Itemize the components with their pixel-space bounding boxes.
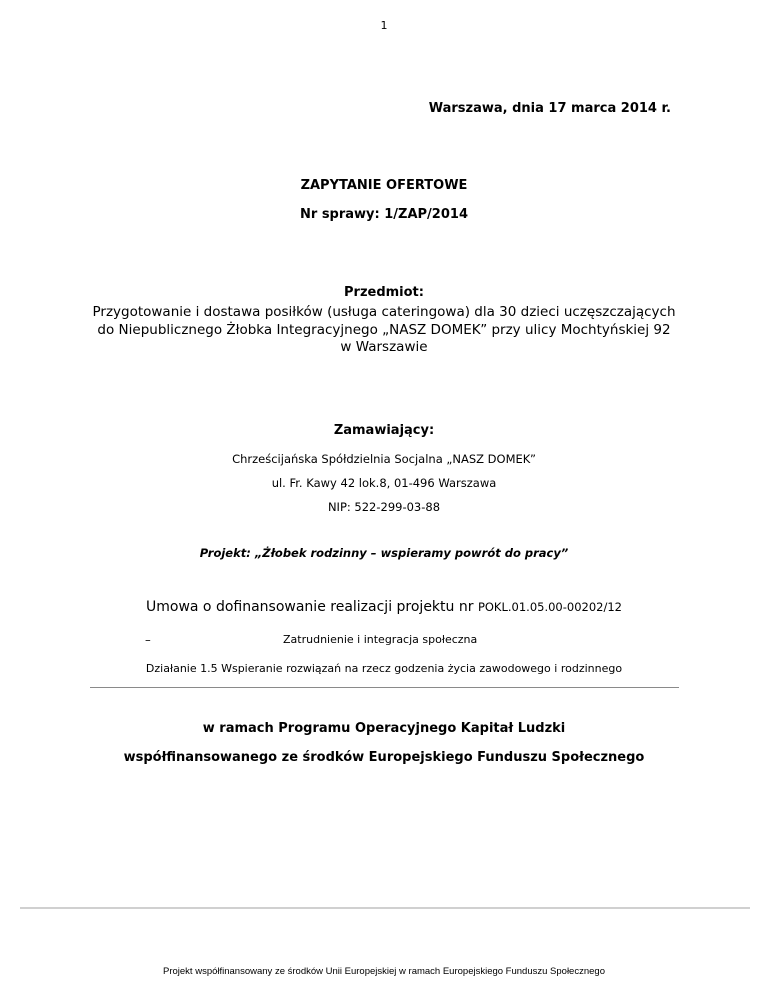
agreement-line bbox=[0, 599, 768, 615]
footer-text: Projekt współfinansowany ze środków Unii Europejskiej w ramach Europejskiego Funduszu Społecznego bbox=[163, 966, 605, 977]
project-name: Projekt: „Żłobek rodzinny – wspieramy powrót do pracy” bbox=[199, 546, 569, 560]
orderer-name: Chrześcijańska Spółdzielnia Socjalna „NASZ DOMEK” bbox=[232, 452, 536, 466]
priority-dash: – bbox=[145, 633, 151, 647]
priority-label: Zatrudnienie i integracja społeczna bbox=[283, 633, 478, 646]
document-title: ZAPYTANIE OFERTOWE bbox=[300, 178, 468, 193]
subject-text: Przygotowanie i dostawa posiłków (usługa cateringowa) dla 30 dzieci uczęszczających do Niepublicznego Żłobka Integracyjnego „NASZ DOMEK” przy ulicy Mochtyńskiej 92 w Warszawie bbox=[92, 304, 676, 355]
subject-heading: Przedmiot: bbox=[344, 285, 424, 300]
horizontal-divider bbox=[90, 687, 679, 688]
orderer-nip: NIP: 522-299-03-88 bbox=[327, 500, 441, 514]
date-line: Warszawa, dnia 17 marca 2014 r. bbox=[428, 101, 671, 116]
action-line: Działanie 1.5 Wspieranie rozwiązań na rzecz godzenia życia zawodowego i rodzinnego bbox=[145, 662, 623, 675]
orderer-heading: Zamawiający: bbox=[333, 423, 435, 438]
footer-divider bbox=[20, 907, 750, 909]
case-number: Nr sprawy: 1/ZAP/2014 bbox=[300, 207, 468, 222]
orderer-address: ul. Fr. Kawy 42 lok.8, 01-496 Warszawa bbox=[271, 476, 497, 490]
agreement-prefix: Umowa o dofinansowanie realizacji projektu nr bbox=[146, 599, 478, 615]
page-number: 1 bbox=[380, 19, 388, 32]
agreement-number: POKL.01.05.00-00202/12 bbox=[477, 600, 622, 614]
programme-line-1: w ramach Programu Operacyjnego Kapitał Ludzki bbox=[202, 721, 566, 736]
programme-line-2: współfinansowanego ze środków Europejskiego Funduszu Społecznego bbox=[123, 750, 645, 765]
